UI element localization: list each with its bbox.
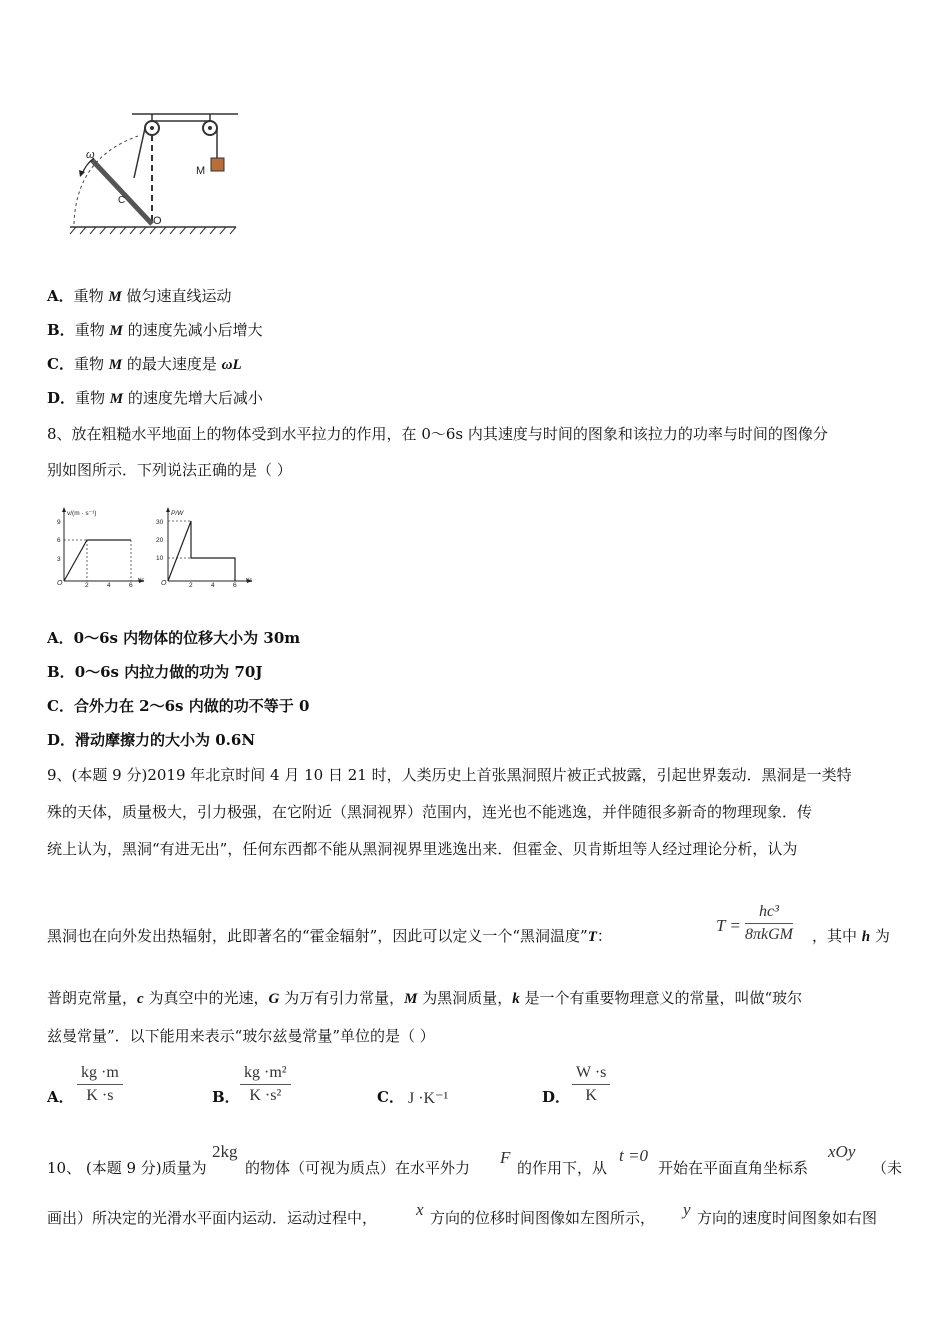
v-series-line — [64, 540, 131, 581]
q10-stem-line2: 画出）所决定的光滑水平面内运动．运动过程中， — [47, 1209, 378, 1227]
p-tick-30: 30 — [156, 519, 164, 526]
q10-stem-line1-mid1: 的物体（可视为质点）在水平外力 — [245, 1159, 471, 1177]
p-tick-10: 10 — [156, 555, 164, 562]
q9-stem-line1: 9、(本题 9 分)2019 年北京时间 4 月 10 日 21 时，人类历史上首张黑洞照片被正式披露，引起世界轰动．黑洞是一类特 — [47, 766, 852, 784]
v-tick-3: 3 — [57, 556, 61, 563]
q9-stem-line2: 殊的天体，质量极大，引力极强，在它附近（黑洞视界）范围内，连光也不能逃逸，并伴随很多新奇的物理现象．传 — [47, 803, 813, 821]
q8-option-d: D．滑动摩擦力的大小为 0.6N — [47, 731, 256, 749]
q7-option-b: B．重物 M 的速度先减小后增大 — [47, 321, 263, 339]
q9-formula-fraction: hc³ 8πkGM — [745, 903, 793, 943]
q7-option-d: D．重物 M 的速度先增大后减小 — [47, 389, 263, 407]
q9-stem-line4-tail: ，其中 h 为 — [812, 927, 890, 945]
q7-option-a: A．重物 M 做匀速直线运动 — [47, 287, 232, 305]
q10-y: y — [683, 1200, 691, 1219]
q9-option-d-fraction: $\frac{W \cdot s}{K}$ — [572, 1064, 610, 1105]
power-time-graph — [156, 507, 252, 587]
v-graph-ylabel: v/(m · s⁻¹) — [67, 510, 97, 517]
q10-stem-line2-b: 方向的位移时间图像如左图所示， — [430, 1209, 656, 1227]
rope-to-rod — [134, 128, 145, 178]
q9-option-a-fraction: $\frac{kg \cdot m}{K \cdot s}$ — [77, 1064, 123, 1105]
p-series-line — [168, 521, 235, 581]
q10-x: x — [416, 1200, 424, 1219]
v-tick-x2: 2 — [85, 582, 89, 587]
q10-mass: 2kg — [212, 1142, 238, 1161]
p-tick-20: 20 — [156, 537, 164, 544]
mass-block — [211, 158, 224, 171]
q9-option-c-expr: J ·K⁻¹ — [408, 1090, 449, 1107]
velocity-time-graph — [57, 507, 144, 587]
q9-stem-line5: 普朗克常量，c 为真空中的光速，G 为万有引力常量，M 为黑洞质量，k 是一个有重要物理意义的常量，叫做“玻尔 — [47, 989, 803, 1007]
q10-stem-line1-mid3: 开始在平面直角坐标系 — [658, 1159, 809, 1177]
q8-option-a: A．0～6s 内物体的位移大小为 30m — [47, 629, 301, 647]
q10-xoy: xOy — [828, 1142, 856, 1161]
q8-stem-line2: 别如图所示．下列说法正确的是（ ） — [47, 461, 292, 479]
p-graph-ylabel: P/W — [171, 510, 184, 517]
p-tick-x4: 4 — [211, 582, 215, 587]
q9-stem-line6: 兹曼常量”．以下能用来表示“玻尔兹曼常量”单位的是（ ） — [47, 1027, 435, 1045]
v-tick-x6: 6 — [129, 582, 133, 587]
p-graph-origin: O — [161, 580, 167, 587]
rod-label-c: C — [118, 195, 126, 206]
pulley-figure — [60, 108, 250, 238]
q9-option-b-fraction: $\frac{\text{kg ·m²}}{\text{K ·s²}}$ — [240, 1064, 291, 1105]
q9-stem-line3: 统上认为，黑洞“有进无出”，任何东西都不能从黑洞视界里逃逸出来．但霍金、贝肯斯坦等人经过理论分析，认为 — [47, 840, 798, 858]
omega-label: ω — [86, 149, 95, 161]
p-tick-x6: 6 — [233, 582, 237, 587]
q9-formula-lhs: T = — [716, 916, 741, 935]
ground-hatch — [70, 227, 236, 234]
q10-stem-line1: 10、 (本题 9 分)质量为 — [47, 1159, 207, 1177]
q9-stem-line4: 黑洞也在向外发出热辐射，此即著名的“霍金辐射”，因此可以定义一个“黑洞温度”T： — [47, 927, 612, 945]
q8-graphs — [52, 505, 262, 587]
q10-stem-line1-mid2: 的作用下，从 — [517, 1159, 608, 1177]
q7-option-c: C．重物 M 的最大速度是 ωL — [47, 355, 242, 373]
q10-t0: t =0 — [619, 1146, 648, 1165]
rod — [92, 160, 152, 224]
q9-option-b-key: B． — [212, 1088, 240, 1106]
q8-option-b: B．0～6s 内拉力做的功为 70J — [47, 663, 263, 681]
q10-stem-line1-tail: （未 — [872, 1159, 903, 1177]
mass-label: M — [196, 165, 206, 177]
v-tick-x4: 4 — [107, 582, 111, 587]
q9-option-d-key: D． — [542, 1088, 571, 1106]
p-tick-x2: 2 — [189, 582, 193, 587]
v-graph-xlabel: t/s — [138, 578, 145, 584]
p-graph-xlabel: t/s — [246, 578, 253, 584]
pivot-label-o: O — [153, 215, 162, 227]
v-tick-9: 9 — [57, 519, 61, 526]
v-tick-6: 6 — [57, 537, 61, 544]
q9-option-c-key: C． — [377, 1088, 404, 1106]
q10-stem-line2-c: 方向的速度时间图象如右图 — [697, 1209, 878, 1227]
v-graph-origin: O — [57, 580, 63, 587]
q8-stem-line1: 8、放在粗糙水平地面上的物体受到水平拉力的作用，在 0～6s 内其速度与时间的图象和该拉力的功率与时间的图像分 — [47, 425, 828, 443]
q8-option-c: C．合外力在 2～6s 内做的功不等于 0 — [47, 697, 310, 715]
q9-option-a-key: A． — [47, 1088, 74, 1106]
arc-path — [74, 136, 138, 224]
q10-force: F — [500, 1148, 511, 1167]
